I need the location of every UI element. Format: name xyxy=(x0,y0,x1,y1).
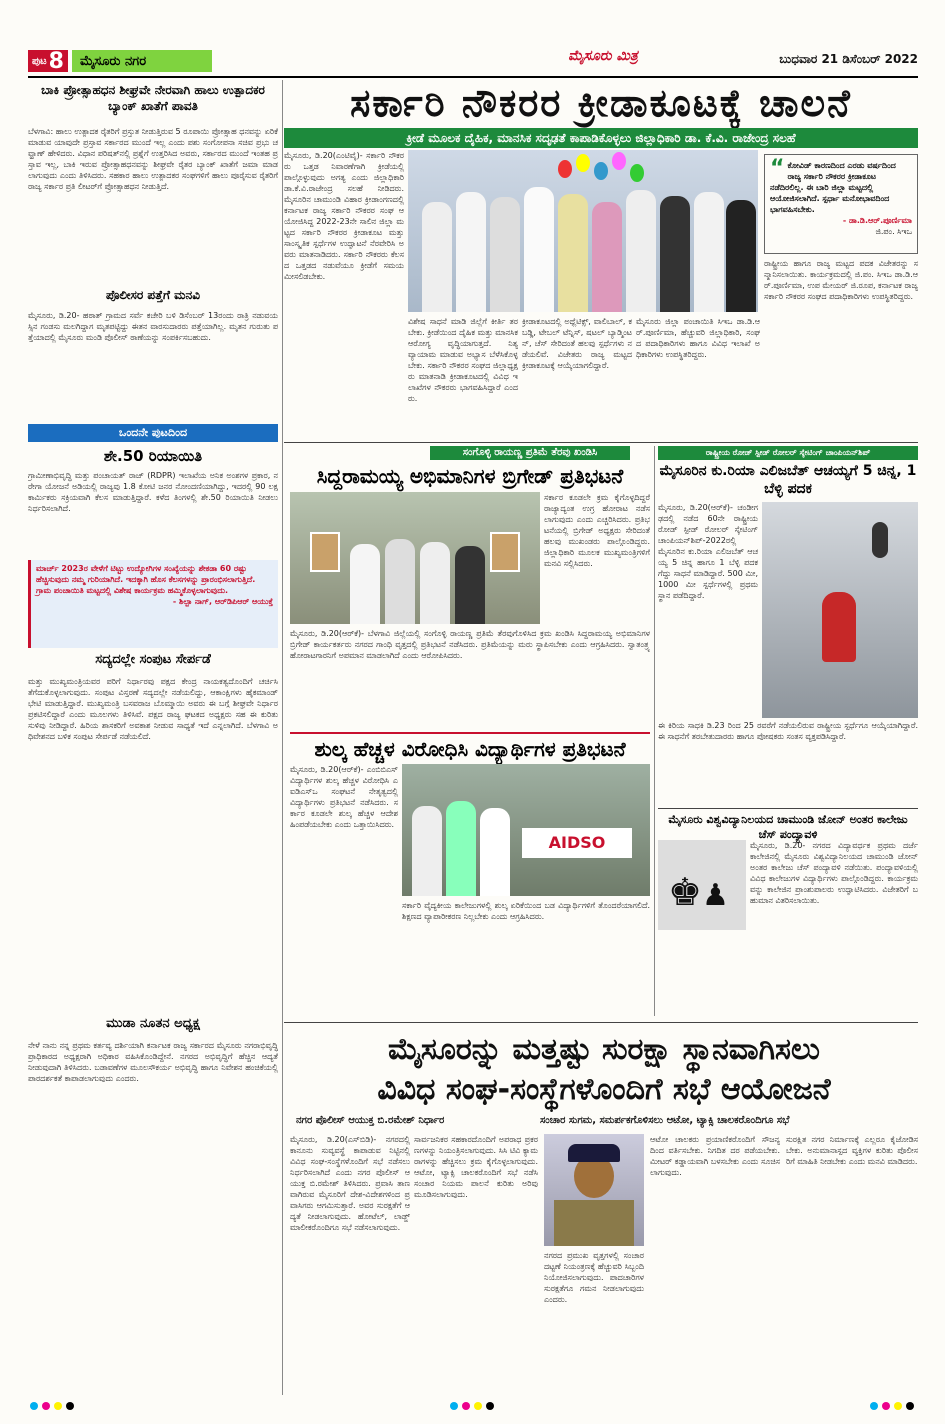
person-figure xyxy=(446,801,476,896)
person-figure xyxy=(455,546,485,624)
quote-author: - ಡಾ.ಡಿ.ಆರ್.ಪೂರ್ಣಿಮಾ xyxy=(842,216,912,225)
story-muda-headline-wrap xyxy=(28,1018,278,1038)
balloon-icon xyxy=(594,162,608,180)
sports-inauguration-photo xyxy=(408,150,758,312)
balloon-icon xyxy=(576,154,590,172)
bottom-story-col5: ಸುರಕ್ಷಿತ ನಗರ ನಿರ್ಮಾಣಕ್ಕೆ ಎಲ್ಲರೂ ಕೈಜೋಡಿಸಬೇಕು. ಅನುಮಾನಾಸ್ಪದ ವ್ಯಕ್ತಿಗಳ ಕುರಿತು ಪೊಲೀಸರಿಗೆ ಮಾಹಿತಿ ನೀಡಬೇಕು ಎಂದು ಮನವಿ ಮಾಡಿದರು. xyxy=(786,1135,918,1166)
dateline: ಬುಧವಾರ 21 ಡಿಸೆಂಬರ್ 2022 xyxy=(779,52,918,66)
chess-body: ಮೈಸೂರು, ಡಿ.20- ನಗರದ ವಿದ್ಯಾವರ್ಧಕ ಪ್ರಥಮ ದರ್ಜೆ ಕಾಲೇಜಿನಲ್ಲಿ ಮೈಸೂರು ವಿಶ್ವವಿದ್ಯಾನಿಲಯದ ಚಾಮುಂಡಿ ಜೋನ್ ಅಂತರ ಕಾಲೇಜು ಚೆಸ್ ಪಂದ್ಯಾವಳಿ ನಡೆಯಿತು. ಪಂದ್ಯಾವಳಿಯಲ್ಲಿ ವಿವಿಧ ಕಾಲೇಜುಗಳ ವಿದ್ಯಾರ್ಥಿಗಳು ಪಾಲ್ಗೊಂಡಿದ್ದರು. ಕಾರ್ಯಕ್ರಮವನ್ನು ಕಾಲೇಜಿನ ಪ್ರಾಂಶುಪಾಲರು ಉದ್ಘಾಟಿಸಿದರು. ವಿಜೇತರಿಗೆ ಬಹುಮಾನ ವಿತರಿಸಲಾಯಿತು. xyxy=(750,841,918,905)
magenta-dot xyxy=(462,1402,470,1410)
page-number: 8 xyxy=(48,48,64,74)
person-figure xyxy=(694,192,724,312)
story-cabinet-headline-wrap xyxy=(28,654,278,674)
person-figure xyxy=(350,544,380,624)
story-milk-incentive-body: ಬೆಳಗಾವಿ: ಹಾಲು ಉತ್ಪಾದಕ ರೈತರಿಗೆ ಪ್ರಸ್ತುತ ನೀಡುತ್ತಿರುವ 5 ರೂಪಾಯಿ ಪ್ರೋತ್ಸಾಹ ಧನವನ್ನು ಏರಿಕೆ ಮಾಡುವ ಯಾವುದೇ ಪ್ರಸ್ತಾವ ಸರ್ಕಾರದ ಮುಂದೆ ಇಲ್ಲ ಎಂದು ಪಶು ಸಂಗೋಪನಾ ಸಚಿವ ಪ್ರಭು ಚವ್ಹಾಣ್ ಹೇಳಿದರು. ವಿಧಾನ ಪರಿಷತ್‌ನಲ್ಲಿ ಪ್ರಶ್ನೆಗೆ ಉತ್ತರಿಸಿದ ಅವರು, ಸರ್ಕಾರದ ಮುಂದೆ ಇಂತಹ ಪ್ರಸ್ತಾವ ಇಲ್ಲ, ಬಾಕಿ ಇರುವ ಪ್ರೋತ್ಸಾಹಧನವನ್ನು ಶೀಘ್ರವೇ ರೈತರ ಬ್ಯಾಂಕ್ ಖಾತೆಗೆ ಜಮಾ ಮಾಡಲಾಗುವುದು ಎಂದು ತಿಳಿಸಿದರು. ಸಹಕಾರ ಹಾಲು ಉತ್ಪಾದಕರ ಸಂಘಗಳಿಗೆ ಹಾಲು ಪೂರೈಸುವ ರೈತರಿಗೆ ರಾಜ್ಯ ಸರ್ಕಾರ ಪ್ರತಿ ಲೀಟರ್‌ಗೆ ಪ್ರೋತ್ಸಾಹಧನ ನೀಡುತ್ತಿದೆ. xyxy=(28,127,278,191)
yellow-dot xyxy=(894,1402,902,1410)
cyan-dot xyxy=(870,1402,878,1410)
person-figure xyxy=(660,196,690,312)
chess-king-icon: ♚ xyxy=(668,870,703,914)
bottom-story-col1: ಮೈಸೂರು, ಡಿ.20(ಎಸ್‌ಬಿಡಿ)- ನಗರದಲ್ಲಿ ಕಾನೂನು ಸುವ್ಯವಸ್ಥೆ ಕಾಪಾಡುವ ನಿಟ್ಟಿನಲ್ಲಿ ವಿವಿಧ ಸಂಘ-ಸಂಸ್ಥೆಗಳೊಂದಿಗೆ ಸಭೆ ನಡೆಸಲು ನಿರ್ಧರಿಸಲಾಗಿದೆ ಎಂದು ನಗರ ಪೊಲೀಸ್ ಆಯುಕ್ತ ಬಿ.ರಮೇಶ್ ತಿಳಿಸಿದರು. ಪ್ರವಾಸಿ ತಾಣವಾಗಿರುವ ಮೈಸೂರಿಗೆ ದೇಶ-ವಿದೇಶಗಳಿಂದ ಪ್ರವಾಸಿಗರು ಆಗಮಿಸುತ್ತಾರೆ. ಅವರ ಸುರಕ್ಷತೆಗೆ ಆದ್ಯತೆ ನೀಡಲಾಗುವುದು. ಹೋಟೆಲ್, ಲಾಡ್ಜ್ ಮಾಲೀಕರೊಂದಿಗೂ ಸಭೆ ನಡೆಸಲಾಗುವುದು. xyxy=(290,1135,410,1232)
headline: ಮುಡಾ ನೂತನ ಅಧ್ಯಕ್ಷ xyxy=(106,1018,200,1031)
balloon-icon xyxy=(630,164,644,182)
protest-body: ಮೈಸೂರು, ಡಿ.20(ಆರ್‌ಕೆ)- ಬೆಳಗಾವಿ ಜಿಲ್ಲೆಯಲ್ಲಿ ಸಂಗೊಳ್ಳಿ ರಾಯಣ್ಣ ಪ್ರತಿಮೆ ತೆರವುಗೊಳಿಸಿದ ಕ್ರಮ ಖಂಡಿಸಿ ಸಿದ್ದರಾಮಯ್ಯ ಅಭಿಮಾನಿಗಳ ಬ್ರಿಗೇಡ್ ಕಾರ್ಯಕರ್ತರು ನಗರದ ಗಾಂಧಿ ವೃತ್ತದಲ್ಲಿ ಪ್ರತಿಭಟನೆ ನಡೆಸಿದರು. ಪ್ರತಿಮೆಯನ್ನು ಮರು ಸ್ಥಾಪಿಸಬೇಕು ಎಂದು ಆಗ್ರಹಿಸಿದರು. ಸ್ವಾತಂತ್ರ್ಯ ಹೋರಾಟಗಾರನಿಗೆ ಅಪಮಾನ ಮಾಡಲಾಗಿದೆ ಎಂದು ಆರೋಪಿಸಿದರು. xyxy=(290,629,650,660)
quote-author: - ಶಿಲ್ಪಾ ನಾಗ್, ಆರ್‌ಡಿಪಿಆರ್ ಆಯುಕ್ತೆ xyxy=(172,597,273,606)
person-figure xyxy=(626,190,656,312)
balloon-icon xyxy=(612,152,626,170)
chess-headline: ಮೈಸೂರು ವಿಶ್ವವಿದ್ಯಾನಿಲಯದ ಚಾಮುಂಡಿ ಜೋನ್ ಅಂತರ ಕಾಲೇಜು ಚೆಸ್ ಪಂದ್ಯಾವಳಿ xyxy=(668,813,908,841)
quote-mark-icon: “ xyxy=(770,156,785,181)
chess-pieces-photo xyxy=(658,840,746,930)
quote-text: ಮಾರ್ಚ್ 2023ರ ವೇಳೆಗೆ ಟಿಟ್ಟು ಉದ್ಯೋಗಿಗಳ ಸಂಖ್ಯೆಯನ್ನು ಶೇಕಡಾ 60 ರಷ್ಟು ಹೆಚ್ಚಿಸುವುದು ನಮ್ಮ ಗುರಿಯಾಗಿದೆ. ಇದಕ್ಕಾಗಿ ಹೊಸ ಕೆಲಸಗಳನ್ನು ಪ್ರಾರಂಭಿಸಲಾಗುತ್ತಿದೆ. ಗ್ರಾಮ ಪಂಚಾಯಿತಿ ಮಟ್ಟದಲ್ಲಿ ವಿಶೇಷ ಕಾರ್ಯಕ್ರಮ ಹಮ್ಮಿಕೊಳ್ಳಲಾಗುವುದು. xyxy=(36,564,256,595)
story-police-headline-wrap xyxy=(28,290,278,308)
page-number-badge xyxy=(28,50,68,72)
story-cabinet-body: ಮತ್ತು ಮುಖ್ಯಮಂತ್ರಿಯವರ ಪರಿಗೆ ನಿರ್ಧಾರವು ಪಕ್ಷದ ಕೇಂದ್ರ ನಾಯಕತ್ವದೊಂದಿಗೆ ಚರ್ಚಿಸಿ ತೆಗೆದುಕೊಳ್ಳಲಾಗುವುದು. ಸಂಪುಟ ವಿಸ್ತರಣೆ ಸದ್ಯದಲ್ಲೇ ನಡೆಯಲಿದ್ದು, ಆಕಾಂಕ್ಷಿಗಳು ಹೈಕಮಾಂಡ್ ಭೇಟಿ ಮಾಡುತ್ತಿದ್ದಾರೆ. ಮುಖ್ಯಮಂತ್ರಿ ಬಸವರಾಜ ಬೊಮ್ಮಾಯಿ ಅವರು ಈ ಬಗ್ಗೆ ಶೀಘ್ರವೇ ನಿರ್ಧಾರ ಪ್ರಕಟಿಸಲಿದ್ದಾರೆ ಎಂದು ಮೂಲಗಳು ತಿಳಿಸಿವೆ. ಪಕ್ಷದ ರಾಜ್ಯ ಘಟಕದ ಅಧ್ಯಕ್ಷರು ಸಹ ಈ ಕುರಿತು ಸುಳಿವು ನೀಡಿದ್ದಾರೆ. ಹಿರಿಯ ಶಾಸಕರಿಗೆ ಅವಕಾಶ ನೀಡುವ ಸಾಧ್ಯತೆ ಇದೆ ಎನ್ನಲಾಗಿದೆ. ಬೆಳಗಾವಿ ಅಧಿವೇಶನದ ಬಳಿಕ ಸಂಪುಟ ಸೇರ್ಪಡೆ ನಡೆಯಲಿದೆ. xyxy=(28,677,278,741)
story-police-body: ಮೈಸೂರು, ಡಿ.20- ಹಠಾತ್ ಗ್ರಾಮದ ಸರ್ವೆ ಕಚೇರಿ ಬಳಿ ಡಿಸೆಂಬರ್ 13ರಂದು ರಾತ್ರಿ ನಡುವಯಸ್ಸಿನ ಗಂಡಸು ಮಲಗಿದ್ದಾಗ ಮೃತಪಟ್ಟಿದ್ದು ಈತನ ವಾರಸುದಾರರು ಪತ್ತೆಯಾಗಿಲ್ಲ. ಮೃತನ ಗುರುತು ಪತ್ತೆಯಾದಲ್ಲಿ ಮೈಸೂರು ಮಂಡಿ ಪೊಲೀಸ್ ಠಾಣೆಯನ್ನು ಸಂಪರ್ಕಿಸಬಹುದು. xyxy=(28,311,278,342)
black-dot xyxy=(486,1402,494,1410)
main-story-col4: ಮೈಸೂರು ಜಿಲ್ಲಾ ಪಂಚಾಯಿತಿ ಸಿಇಒ ಡಾ.ಡಿ.ಆರ್.ಪೂರ್ಣಿಮಾ, ಹೆಚ್ಚುವರಿ ಜಿಲ್ಲಾಧಿಕಾರಿ, ಸಂಘದ ಪದಾಧಿಕಾರಿಗಳು ಹಾಗೂ ವಿವಿಧ ಇಲಾಖೆ ಅಧಿಕಾರಿಗಳು ಉಪಸ್ಥಿತರಿದ್ದರು. xyxy=(636,317,760,359)
fee-protest-body: ಮೈಸೂರು, ಡಿ.20(ಆರ್‌ಕೆ)- ಎಂಬಿಬಿಎಸ್ ವಿದ್ಯಾರ್ಥಿಗಳ ಶುಲ್ಕ ಹೆಚ್ಚಳ ವಿರೋಧಿಸಿ ಎಐಡಿಎಸ್‌ಒ ಸಂಘಟನೆ ನೇತೃತ್ವದಲ್ಲಿ ವಿದ್ಯಾರ್ಥಿಗಳು ಪ್ರತಿಭಟನೆ ನಡೆಸಿದರು. ಸರ್ಕಾರ ಕೂಡಲೇ ಶುಲ್ಕ ಹೆಚ್ಚಳ ಆದೇಶ ಹಿಂಪಡೆಯಬೇಕು ಎಂದು ಒತ್ತಾಯಿಸಿದರು. xyxy=(290,765,398,829)
quote-text: ಕೋವಿಡ್ ಕಾರಣದಿಂದ ಎರಡು ವರ್ಷದಿಂದ ರಾಜ್ಯ ಸರ್ಕಾರಿ ನೌಕರರ ಕ್ರೀಡಾಕೂಟ ನಡೆದಿರಲಿಲ್ಲ. ಈ ಬಾರಿ ಜಿಲ್ಲಾ ಮಟ್ಟದಲ್ಲಿ ಆಯೋಜಿಸಲಾಗಿದೆ. ಸ್ಪರ್ಧಾ ಮನೋಭಾವದಿಂದ ಭಾಗವಹಿಸಬೇಕು. xyxy=(770,161,896,214)
cyan-dot xyxy=(30,1402,38,1410)
bottom-headline-1: ಮೈಸೂರನ್ನು ಮತ್ತಷ್ಟು ಸುರಕ್ಷಾ ಸ್ಥಾನವಾಗಿಸಲು xyxy=(388,1032,820,1067)
main-story-col2: ವಿಶೇಷ ಸಾಧನೆ ಮಾಡಿ ಜಿಲ್ಲೆಗೆ ಕೀರ್ತಿ ತರಬೇಕು. ಕ್ರೀಡೆಯಿಂದ ದೈಹಿಕ ಮತ್ತು ಮಾನಸಿಕ ಆರೋಗ್ಯ ವೃದ್ಧಿಯಾಗುತ್ತದೆ. ನಿತ್ಯ ವ್ಯಾಯಾಮ ಮಾಡುವ ಅಭ್ಯಾಸ ಬೆಳೆಸಿಕೊಳ್ಳಬೇಕು. ಸರ್ಕಾರಿ ನೌಕರರ ಸಂಘದ ಜಿಲ್ಲಾಧ್ಯಕ್ಷರು ಮಾತನಾಡಿ ಕ್ರೀಡಾಕೂಟದಲ್ಲಿ ವಿವಿಧ ಇಲಾಖೆಗಳ ನೌಕರರು ಭಾಗವಹಿಸಿದ್ದಾರೆ ಎಂದರು. xyxy=(408,317,518,403)
person-figure xyxy=(558,194,588,312)
magenta-dot xyxy=(882,1402,890,1410)
police-cap-icon xyxy=(568,1144,620,1162)
page-label: ಪುಟ xyxy=(32,55,47,67)
cyan-dot xyxy=(450,1402,458,1410)
person-figure xyxy=(422,202,452,312)
person-figure xyxy=(420,542,450,624)
aidso-banner: AIDSO xyxy=(522,828,632,858)
registration-marks xyxy=(450,1402,494,1410)
person-figure xyxy=(524,187,554,312)
ceo-quote-box xyxy=(764,154,918,254)
bottom-story-col3: ನಗರದ ಪ್ರಮುಖ ವೃತ್ತಗಳಲ್ಲಿ ಸಂಚಾರ ದಟ್ಟಣೆ ನಿಯಂತ್ರಣಕ್ಕೆ ಹೆಚ್ಚುವರಿ ಸಿಬ್ಬಂದಿ ನಿಯೋಜಿಸಲಾಗುವುದು. ಪಾದಚಾರಿಗಳ ಸುರಕ್ಷತೆಗೂ ಗಮನ ನೀಡಲಾಗುವುದು ಎಂದರು. xyxy=(544,1251,644,1304)
chess-pawn-icon: ♟ xyxy=(702,878,729,913)
bottom-story-col2: ಸಾರ್ವಜನಿಕರ ಸಹಕಾರದೊಂದಿಗೆ ಅಪರಾಧ ಪ್ರಕರಣಗಳನ್ನು ನಿಯಂತ್ರಿಸಲಾಗುವುದು. ಸಿಸಿ ಟಿವಿ ಕ್ಯಾಮರಾಗಳನ್ನು ಹೆಚ್ಚಿಸಲು ಕ್ರಮ ಕೈಗೊಳ್ಳಲಾಗುವುದು. ಆಟೋ, ಟ್ಯಾಕ್ಸಿ ಚಾಲಕರೊಂದಿಗೆ ಸಭೆ ನಡೆಸಿ ಸಂಚಾರ ನಿಯಮ ಪಾಲನೆ ಕುರಿತು ಅರಿವು ಮೂಡಿಸಲಾಗುವುದು. xyxy=(414,1135,538,1199)
skater-figure xyxy=(822,592,856,662)
section-rule xyxy=(284,442,918,443)
byline-left: ನಗರ ಪೊಲೀಸ್ ಆಯುಕ್ತ ಬಿ.ರಮೇಶ್ ನಿರ್ಧಾರ xyxy=(296,1115,445,1126)
yellow-dot xyxy=(54,1402,62,1410)
bottom-headline-2: ವಿವಿಧ ಸಂಘ-ಸಂಸ್ಥೆಗಳೊಂದಿಗೆ ಸಭೆ ಆಯೋಜನೆ xyxy=(377,1072,831,1107)
headline: ಪೊಲೀಸರ ಪತ್ತೆಗೆ ಮನವಿ xyxy=(106,290,200,302)
person-figure xyxy=(412,806,442,896)
student-protest-photo xyxy=(402,764,650,896)
main-story-col3: ಕ್ರೀಡಾಕೂಟದಲ್ಲಿ ಅಥ್ಲೆಟಿಕ್ಸ್, ವಾಲಿಬಾಲ್, ಕಬಡ್ಡಿ, ಟೇಬಲ್ ಟೆನ್ನಿಸ್, ಷಟಲ್ ಬ್ಯಾಡ್ಮಿಂಟನ್, ಚೆಸ್ ಸೇರಿದಂತೆ ಹಲವು ಸ್ಪರ್ಧೆಗಳು ನಡೆಯಲಿವೆ. ವಿಜೇತರು ರಾಜ್ಯ ಮಟ್ಟದ ಕ್ರೀಡಾಕೂಟಕ್ಕೆ ಆಯ್ಕೆಯಾಗಲಿದ್ದಾರೆ. xyxy=(522,317,632,370)
skating-kicker: ರಾಷ್ಟ್ರೀಯ ರೋಡ್ ಸ್ಪೀಡ್ ರೋಲರ್ ಸ್ಕೇಟಿಂಗ್ ಚಾಂಪಿಯನ್‌ಶಿಪ್ xyxy=(658,446,918,460)
registration-marks xyxy=(30,1402,74,1410)
yellow-dot xyxy=(474,1402,482,1410)
story-muda-body: ನೇಳೆ ನಾನು ನನ್ನ ಪ್ರಥಮ ಕರ್ತವ್ಯ ದರ್ಶಿಯಾಗಿ ಕರ್ನಾಟಕ ರಾಜ್ಯ ಸರ್ಕಾರದ ಮೈಸೂರು ನಗರಾಭಿವೃದ್ಧಿ ಪ್ರಾಧಿಕಾರದ ಅಧ್ಯಕ್ಷರಾಗಿ ಅಧಿಕಾರ ವಹಿಸಿಕೊಂಡಿದ್ದೇನೆ. ನಗರದ ಅಭಿವೃದ್ಧಿಗೆ ಹೆಚ್ಚಿನ ಆದ್ಯತೆ ನೀಡುವುದಾಗಿ ತಿಳಿಸಿದರು. ಬಡಾವಣೆಗಳ ಮೂಲಸೌಕರ್ಯ ಅಭಿವೃದ್ಧಿ ಹಾಗೂ ನಿವೇಶನ ಹಂಚಿಕೆಯಲ್ಲಿ ಪಾರದರ್ಶಕತೆ ಕಾಪಾಡಲಾಗುವುದು ಎಂದರು. xyxy=(28,1041,278,1083)
black-dot xyxy=(66,1402,74,1410)
fee-protest-headline: ಶುಲ್ಕ ಹೆಚ್ಚಳ ವಿರೋಧಿಸಿ ವಿದ್ಯಾರ್ಥಿಗಳ ಪ್ರತಿಭಟನೆ xyxy=(314,737,626,761)
skater-photo xyxy=(762,502,918,718)
story-discount-headline-wrap xyxy=(28,446,278,468)
magenta-dot xyxy=(42,1402,50,1410)
person-figure xyxy=(490,197,520,312)
skating-headline: ಮೈಸೂರಿನ ಕು.ರಿಯಾ ಎಲಿಜಬೆತ್ ಆಚಯ್ಯಗೆ 5 ಚಿನ್ನ, 1 ಬೆಳ್ಳಿ ಪದಕ xyxy=(659,463,917,497)
fee-protest-body-2: ಸರ್ಕಾರಿ ವೈದ್ಯಕೀಯ ಕಾಲೇಜುಗಳಲ್ಲಿ ಶುಲ್ಕ ಏರಿಕೆಯಿಂದ ಬಡ ವಿದ್ಯಾರ್ಥಿಗಳಿಗೆ ತೊಂದರೆಯಾಗಲಿದೆ. ಶಿಕ್ಷಣದ ವ್ಯಾಪಾರೀಕರಣ ನಿಲ್ಲಬೇಕು ಎಂದು ಆಗ್ರಹಿಸಿದರು. xyxy=(402,901,650,921)
headline: ಬಾಕಿ ಪ್ರೋತ್ಸಾಹಧನ ಶೀಘ್ರವೇ ನೇರವಾಗಿ ಹಾಲು ಉತ್ಪಾದಕರ ಬ್ಯಾಂಕ್ ಖಾತೆಗೆ ಪಾವತಿ xyxy=(41,83,265,113)
person-figure xyxy=(592,202,622,312)
column-divider xyxy=(282,80,283,1395)
main-story-col5: ರಾಷ್ಟ್ರೀಯ ಹಾಗೂ ರಾಜ್ಯ ಮಟ್ಟದ ಪದಕ ವಿಜೇತರನ್ನು ಸನ್ಮಾನಿಸಲಾಯಿತು. ಕಾರ್ಯಕ್ರಮದಲ್ಲಿ ಜಿ.ಪಂ. ಸಿಇಒ ಡಾ.ಡಿ.ಆರ್.ಪೂರ್ಣಿಮಾ, ಉಪ ಮೇಯರ್ ಜಿ.ರೂಪ, ಕರ್ನಾಟಕ ರಾಜ್ಯ ಸರ್ಕಾರಿ ನೌಕರರ ಸಂಘದ ಪದಾಧಿಕಾರಿಗಳು ಉಪಸ್ಥಿತರಿದ್ದರು. xyxy=(764,259,918,301)
skating-body-2: ಈ ಕಿರಿಯ ಸಾಧಕಿ ಡಿ.23 ರಿಂದ 25 ರವರೆಗೆ ನಡೆಯಲಿರುವ ರಾಷ್ಟ್ರೀಯ ಸ್ಪರ್ಧೆಗೂ ಆಯ್ಕೆಯಾಗಿದ್ದಾರೆ. ಈ ಸಾಧನೆಗೆ ತರಬೇತುದಾರರು ಹಾಗೂ ಪೋಷಕರು ಸಂತಸ ವ್ಯಕ್ತಪಡಿಸಿದ್ದಾರೆ. xyxy=(658,721,918,741)
column-divider xyxy=(654,446,655,1016)
quote-box xyxy=(28,560,278,648)
section-name: ಮೈಸೂರು ನಗರ xyxy=(72,50,212,72)
story-kicker-banner: ಸಂಗೊಳ್ಳಿ ರಾಯಣ್ಣ ಪ್ರತಿಮೆ ತೆರವು ಖಂಡಿಸಿ xyxy=(430,446,630,460)
registration-marks xyxy=(870,1402,914,1410)
protest-headline: ಸಿದ್ದರಾಮಯ್ಯ ಅಭಿಮಾನಿಗಳ ಬ್ರಿಗೇಡ್ ಪ್ರತಿಭಟನೆ xyxy=(316,464,624,488)
story-milk-incentive-headline xyxy=(28,82,278,132)
story-discount-body: ಗ್ರಾಮೀಣಾಭಿವೃದ್ಧಿ ಮತ್ತು ಪಂಚಾಯತ್ ರಾಜ್ (RDPR) ಇಲಾಖೆಯ ಅನಿಕ ಅಂಶಗಳ ಪ್ರಕಾರ, ನರೇಗಾ ಯೋಜನೆ ಅಡಿಯಲ್ಲಿ ರಾಜ್ಯವು 1.8 ಕೋಟಿ ಜನರ ನೋಂದಣಿಯಾಗಿದ್ದು, ಇದರಲ್ಲಿ 90 ಲಕ್ಷ ಕಾರ್ಮಿಕರು ಸಕ್ರಿಯವಾಗಿ ಕೆಲಸ ಮಾಡುತ್ತಿದ್ದಾರೆ. ಕಳೆದ ತಿಂಗಳಲ್ಲಿ ಶೇ.50 ರಿಯಾಯಿತಿ ನೀಡಲು ನಿರ್ಧರಿಸಲಾಗಿದೆ. xyxy=(28,471,278,513)
black-dot xyxy=(906,1402,914,1410)
person-figure xyxy=(385,539,415,624)
portrait-placard xyxy=(490,532,520,572)
person-figure xyxy=(480,808,510,896)
uniform xyxy=(554,1200,634,1246)
byline-right: ಸಂಚಾರ ಸುಗಮ, ಸಮರ್ಪಕಗೊಳಿಸಲು ಆಟೋ, ಟ್ಯಾಕ್ಸಿ ಚಾಲಕರೊಂದಿಗೂ ಸಭೆ xyxy=(540,1115,790,1126)
person-figure xyxy=(726,200,756,312)
background-skater xyxy=(872,522,888,558)
bottom-story-col4: ಆಟೋ ಚಾಲಕರು ಪ್ರಯಾಣಿಕರೊಂದಿಗೆ ಸೌಜನ್ಯದಿಂದ ವರ್ತಿಸಬೇಕು. ನಿಗದಿತ ದರ ಪಡೆಯಬೇಕು. ಮೀಟರ್ ಕಡ್ಡಾಯವಾಗಿ ಬಳಸಬೇಕು ಎಂದು ಸೂಚಿಸಲಾಗುವುದು. xyxy=(650,1135,780,1177)
person-figure xyxy=(456,192,486,312)
section-rule xyxy=(284,1022,918,1023)
police-commissioner-photo xyxy=(544,1134,644,1246)
quote-role: ಜಿ.ಪಂ. ಸಿಇಒ xyxy=(875,227,912,236)
section-rule xyxy=(658,808,918,809)
masthead-logo: ಮೈಸೂರು ಮಿತ್ರ xyxy=(568,48,638,64)
main-story-col1: ಮೈಸೂರು, ಡಿ.20(ಎಂಟಿವೈ)- ಸರ್ಕಾರಿ ನೌಕರರು ಒತ್ತಡ ನಿವಾರಣೆಗಾಗಿ ಕ್ರೀಡೆಯಲ್ಲಿ ಪಾಲ್ಗೊಳ್ಳುವುದು ಅಗತ್ಯ ಎಂದು ಜಿಲ್ಲಾಧಿಕಾರಿ ಡಾ.ಕೆ.ವಿ.ರಾಜೇಂದ್ರ ಸಲಹೆ ನೀಡಿದರು. ಮೈಸೂರಿನ ಚಾಮುಂಡಿ ವಿಹಾರ ಕ್ರೀಡಾಂಗಣದಲ್ಲಿ ಕರ್ನಾಟಕ ರಾಜ್ಯ ಸರ್ಕಾರಿ ನೌಕರರ ಸಂಘ ಆಯೋಜಿಸಿದ್ದ 2022-23ನೇ ಸಾಲಿನ ಜಿಲ್ಲಾ ಮಟ್ಟದ ಸರ್ಕಾರಿ ನೌಕರರ ಕ್ರೀಡಾಕೂಟ ಮತ್ತು ಸಾಂಸ್ಕೃತಿಕ ಸ್ಪರ್ಧೆಗಳ ಉದ್ಘಾಟನೆ ನೆರವೇರಿಸಿ ಅವರು ಮಾತನಾಡಿದರು. ಸರ್ಕಾರಿ ನೌಕರರು ಕೆಲಸದ ಒತ್ತಡದ ನಡುವೆಯೂ ಕ್ರೀಡೆಗೆ ಸಮಯ ಮೀಸಲಿಡಬೇಕು. xyxy=(284,151,404,281)
main-subheadline: ಕ್ರೀಡೆ ಮೂಲಕ ದೈಹಿಕ, ಮಾನಸಿಕ ಸದೃಢತೆ ಕಾಪಾಡಿಕೊಳ್ಳಲು ಜಿಲ್ಲಾಧಿಕಾರಿ ಡಾ. ಕೆ.ವಿ. ರಾಜೇಂದ್ರ ಸಲಹೆ xyxy=(284,128,918,148)
section-rule xyxy=(290,732,650,734)
balloon-icon xyxy=(558,160,572,178)
portrait-placard xyxy=(310,532,340,572)
main-headline: ಸರ್ಕಾರಿ ನೌಕರರ ಕ್ರೀಡಾಕೂಟಕ್ಕೆ ಚಾಲನೆ xyxy=(350,81,852,125)
skating-body: ಮೈಸೂರು, ಡಿ.20(ಆರ್‌ಕೆ)- ಚಂಡೀಗಢದಲ್ಲಿ ನಡೆದ 60ನೇ ರಾಷ್ಟ್ರೀಯ ರೋಡ್ ಸ್ಪೀಡ್ ರೋಲರ್ ಸ್ಕೇಟಿಂಗ್ ಚಾಂಪಿಯನ್‌ಶಿಪ್-2022ರಲ್ಲಿ ಮೈಸೂರಿನ ಕು.ರಿಯಾ ಎಲಿಜಬೆತ್ ಆಚಯ್ಯ 5 ಚಿನ್ನ ಹಾಗೂ 1 ಬೆಳ್ಳಿ ಪದಕ ಗೆದ್ದು ಸಾಧನೆ ಮಾಡಿದ್ದಾರೆ. 500 ಮೀ, 1000 ಮೀ ಸ್ಪರ್ಧೆಗಳಲ್ಲಿ ಪ್ರಥಮ ಸ್ಥಾನ ಪಡೆದಿದ್ದಾರೆ. xyxy=(658,503,758,600)
headline: ಸದ್ಯದಲ್ಲೇ ಸಂಪುಟ ಸೇರ್ಪಡೆ xyxy=(95,654,211,667)
protest-body-right: ಸರ್ಕಾರ ಕೂಡಲೇ ಕ್ರಮ ಕೈಗೊಳ್ಳದಿದ್ದರೆ ರಾಜ್ಯಾದ್ಯಂತ ಉಗ್ರ ಹೋರಾಟ ನಡೆಸಲಾಗುವುದು ಎಂದು ಎಚ್ಚರಿಸಿದರು. ಪ್ರತಿಭಟನೆಯಲ್ಲಿ ಬ್ರಿಗೇಡ್ ಅಧ್ಯಕ್ಷರು ಸೇರಿದಂತೆ ಹಲವು ಮುಖಂಡರು ಪಾಲ್ಗೊಂಡಿದ್ದರು. ಜಿಲ್ಲಾಧಿಕಾರಿ ಮೂಲಕ ಮುಖ್ಯಮಂತ್ರಿಗಳಿಗೆ ಮನವಿ ಸಲ್ಲಿಸಿದರು. xyxy=(544,493,650,568)
protest-photo xyxy=(290,492,540,624)
headline: ಶೇ.50 ರಿಯಾಯಿತಿ xyxy=(103,447,203,465)
page-header xyxy=(28,48,918,74)
continued-banner: ಒಂದನೇ ಪುಟದಿಂದ xyxy=(28,424,278,442)
